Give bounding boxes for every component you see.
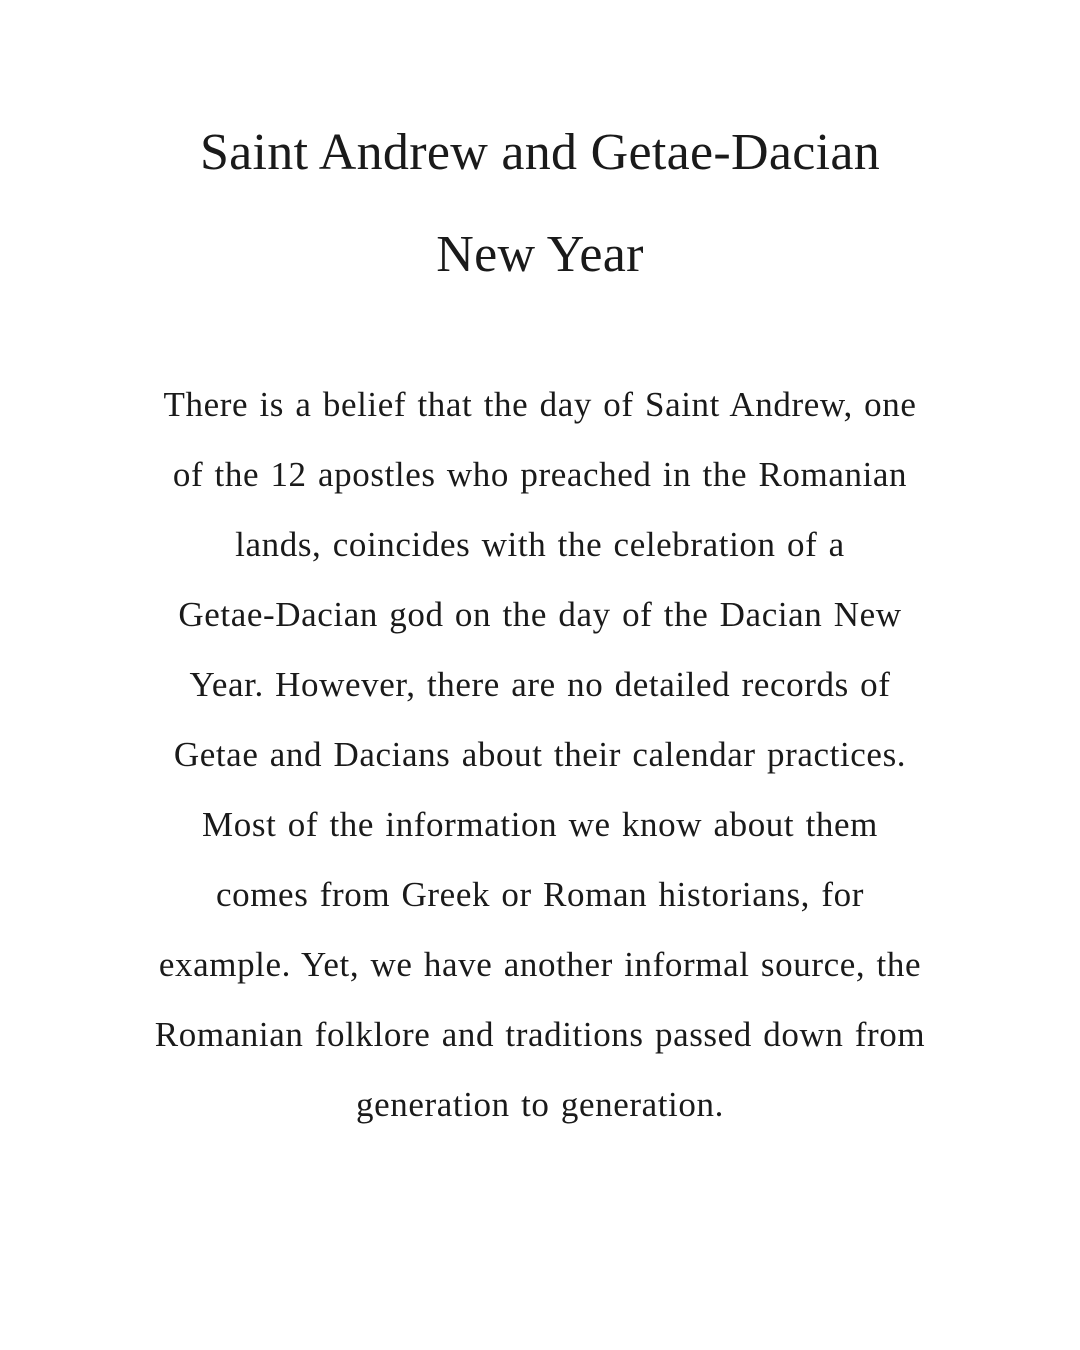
body-line: Getae-Dacian god on the day of the Dacian New xyxy=(178,595,902,634)
body-line: There is a belief that the day of Saint Andrew, one xyxy=(163,385,917,424)
body-line: comes from Greek or Roman historians, for xyxy=(216,875,864,914)
body-line: Romanian folklore and traditions passed down from xyxy=(154,1015,926,1054)
body-paragraph xyxy=(0,370,1080,1140)
body-line: Most of the information we know about them xyxy=(202,805,878,844)
body-line: Year. However, there are no detailed records of xyxy=(189,665,891,704)
title-line-1: Saint Andrew and Getae-Dacian xyxy=(199,124,881,181)
body-line: Getae and Dacians about their calendar practices. xyxy=(173,735,907,774)
body-line: of the 12 apostles who preached in the Romanian xyxy=(172,455,908,494)
body-line: generation to generation. xyxy=(356,1085,724,1124)
body-line: lands, coincides with the celebration of a xyxy=(235,525,845,564)
body-line: example. Yet, we have another informal source, the xyxy=(158,945,922,984)
title-line-2: New Year xyxy=(436,226,644,283)
page-title xyxy=(0,102,1080,306)
